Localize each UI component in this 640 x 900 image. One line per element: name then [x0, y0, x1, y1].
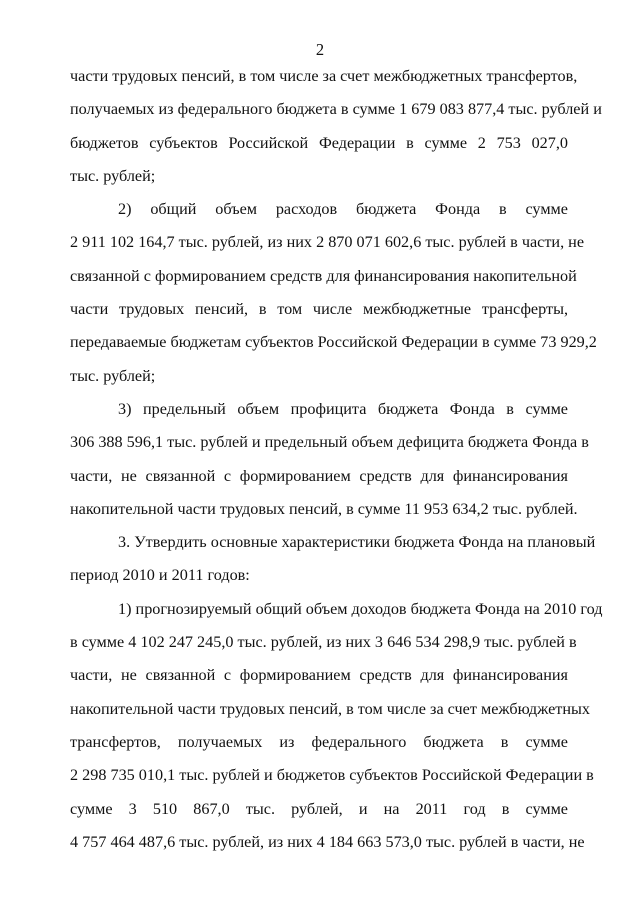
page-number: 2 — [315, 40, 325, 59]
text-line: связанной с формированием средств для финансирования накопительной — [70, 266, 577, 285]
text-line: 2 911 102 164,7 тыс. рублей, из них 2 870 071 602,6 тыс. рублей в части, не — [70, 233, 585, 252]
paragraph-section-3-planning — [70, 526, 596, 593]
text-line: части трудовых пенсий, в том числе межбюджетные трансферты, — [70, 300, 568, 319]
text-line: передаваемые бюджетам субъектов Российской Федерации в сумме 73 929,2 — [70, 333, 597, 352]
text-line: 306 388 596,1 тыс. рублей и предельный объем дефицита бюджета Фонда в — [70, 433, 589, 452]
paragraph-item-3-surplus-deficit — [70, 393, 589, 526]
text-line: 2 298 735 010,1 тыс. рублей и бюджетов субъектов Российской Федерации в — [70, 766, 594, 785]
text-line: 4 757 464 487,6 тыс. рублей, из них 4 184 663 573,0 тыс. рублей в части, не — [70, 832, 585, 851]
paragraph-item-2-expenditures — [70, 193, 597, 393]
text-line: накопительной части трудовых пенсий, в том числе за счет межбюджетных — [70, 699, 590, 718]
text-line: 2) общий объем расходов бюджета Фонда в сумме — [118, 200, 568, 219]
text-line: части трудовых пенсий, в том числе за счет межбюджетных трансфертов, — [70, 67, 578, 85]
text-line: трансфертов, получаемых из федерального бюджета в сумме — [70, 732, 568, 751]
text-line: период 2010 и 2011 годов: — [70, 566, 250, 585]
text-line: бюджетов субъектов Российской Федерации в сумме 2 753 027,0 — [70, 133, 568, 152]
text-line: 3) предельный объем профицита бюджета Фонда в сумме — [118, 399, 568, 418]
text-line: 3. Утвердить основные характеристики бюджета Фонда на плановый — [118, 533, 596, 552]
text-line: части, не связанной с формированием средств для финансирования — [70, 666, 568, 685]
text-line: в сумме 4 102 247 245,0 тыс. рублей, из них 3 646 534 298,9 тыс. рублей в — [70, 633, 577, 652]
text-line: 1) прогнозируемый общий объем доходов бюджета Фонда на 2010 год — [118, 599, 603, 618]
text-line: части, не связанной с формированием средств для финансирования — [70, 466, 568, 485]
text-line: накопительной части трудовых пенсий, в сумме 11 953 634,2 тыс. рублей. — [70, 499, 578, 518]
paragraph-section-3-item-1 — [70, 593, 603, 859]
text-line: тыс. рублей; — [70, 166, 156, 185]
text-line: тыс. рублей; — [70, 366, 156, 385]
text-line: получаемых из федерального бюджета в сумме 1 679 083 877,4 тыс. рублей и — [70, 100, 602, 119]
text-line: сумме 3 510 867,0 тыс. рублей, и на 2011 год в сумме — [70, 799, 568, 818]
document-body — [70, 60, 603, 859]
paragraph-revenues-continuation — [70, 60, 602, 193]
